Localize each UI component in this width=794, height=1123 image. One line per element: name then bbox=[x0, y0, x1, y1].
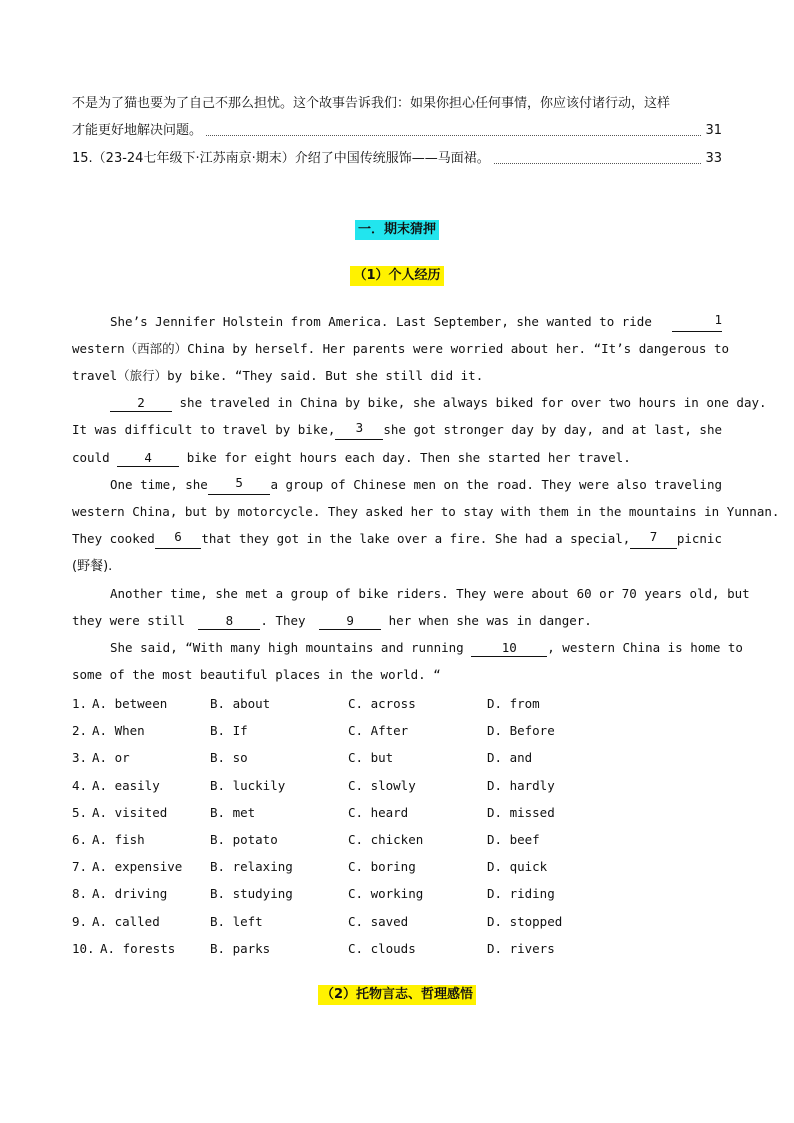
blank-1: 1 bbox=[672, 312, 722, 332]
passage-line bbox=[72, 339, 730, 359]
toc-entry-continued bbox=[72, 94, 722, 114]
option-d[interactable]: D. rivers bbox=[487, 941, 555, 956]
option-d[interactable]: D. missed bbox=[487, 805, 555, 820]
blank-10: 10 bbox=[471, 640, 547, 657]
option-c[interactable]: C. slowly bbox=[348, 778, 416, 793]
option-a[interactable]: A. driving bbox=[92, 886, 168, 901]
toc-page-number: 31 bbox=[705, 123, 722, 138]
passage-text: picnic bbox=[676, 531, 722, 546]
option-b[interactable]: B. so bbox=[210, 750, 248, 765]
passage-text: Another time, she met a group of bike riders. They were about 60 or 70 years old, but bbox=[110, 586, 750, 601]
passage-text: a group of Chinese men on the road. They were also traveling bbox=[270, 477, 722, 492]
passage-text: bike for eight hours each day. Then she started her travel. bbox=[186, 450, 631, 465]
option-a[interactable]: A. When bbox=[92, 723, 145, 738]
passage-line bbox=[72, 366, 722, 386]
option-d[interactable]: D. beef bbox=[487, 832, 540, 847]
blank-9: 9 bbox=[319, 613, 381, 630]
option-b[interactable]: B. studying bbox=[210, 886, 293, 901]
question-number: 4. bbox=[72, 778, 88, 793]
option-a[interactable]: A. fish bbox=[92, 832, 145, 847]
option-d[interactable]: D. quick bbox=[487, 859, 548, 874]
option-c[interactable]: C. heard bbox=[348, 805, 409, 820]
option-a[interactable]: A. visited bbox=[92, 805, 168, 820]
passage-text: they were still bbox=[72, 613, 185, 628]
question-number: 1. bbox=[72, 696, 88, 711]
blank-3: 3 bbox=[335, 420, 383, 440]
question-number: 3. bbox=[72, 750, 88, 765]
question-number: 6. bbox=[72, 832, 88, 847]
subsection-title: （1）个人经历 bbox=[350, 266, 443, 286]
passage-text: travel（旅行）by bike. “They said. But she still did it. bbox=[72, 368, 484, 383]
option-d[interactable]: D. from bbox=[487, 696, 540, 711]
passage-text: , western China is home to bbox=[547, 640, 743, 655]
passage-line bbox=[72, 448, 722, 468]
passage-text: . They bbox=[260, 613, 306, 628]
option-c[interactable]: C. chicken bbox=[348, 832, 424, 847]
passage-text: (野餐). bbox=[72, 559, 113, 574]
option-c[interactable]: C. After bbox=[348, 723, 409, 738]
passage-text: she traveled in China by bike, she always biked for over two hours in one day. bbox=[179, 395, 767, 410]
option-c[interactable]: C. saved bbox=[348, 914, 409, 929]
question-number: 2. bbox=[72, 723, 88, 738]
toc-entry[interactable] bbox=[72, 121, 722, 141]
subsection-title: （2）托物言志、哲理感悟 bbox=[318, 985, 476, 1005]
option-b[interactable]: B. about bbox=[210, 696, 271, 711]
passage-line bbox=[72, 611, 722, 631]
option-c[interactable]: C. boring bbox=[348, 859, 416, 874]
passage-text: She’s Jennifer Holstein from America. Last September, she wanted to ride bbox=[110, 314, 652, 329]
passage-line bbox=[72, 665, 722, 685]
option-d[interactable]: D. and bbox=[487, 750, 533, 765]
blank-2: 2 bbox=[110, 395, 172, 412]
option-b[interactable]: B. left bbox=[210, 914, 263, 929]
option-b[interactable]: B. potato bbox=[210, 832, 278, 847]
option-d[interactable]: D. Before bbox=[487, 723, 555, 738]
blank-5: 5 bbox=[208, 475, 271, 495]
option-d[interactable]: D. hardly bbox=[487, 778, 555, 793]
subsection-heading bbox=[0, 985, 794, 1005]
option-b[interactable]: B. parks bbox=[210, 941, 271, 956]
passage-text: western China, but by motorcycle. They asked her to stay with them in the mountains in Yunnan. bbox=[72, 504, 780, 519]
toc-entry-text: 才能更好地解决问题。 bbox=[72, 123, 203, 138]
blank-8: 8 bbox=[198, 613, 260, 630]
toc-entry-text: 15.（23-24七年级下·江苏南京·期末）介绍了中国传统服饰——马面裙。 bbox=[72, 151, 490, 166]
passage-text: that they got in the lake over a fire. She had a special, bbox=[201, 531, 631, 546]
option-c[interactable]: C. working bbox=[348, 886, 424, 901]
passage-text: It was difficult to travel by bike, bbox=[72, 422, 336, 437]
passage-line bbox=[72, 529, 722, 549]
passage-line bbox=[72, 556, 722, 576]
option-b[interactable]: B. luckily bbox=[210, 778, 286, 793]
option-b[interactable]: B. met bbox=[210, 805, 256, 820]
question-number: 10. bbox=[72, 941, 95, 956]
question-number: 5. bbox=[72, 805, 88, 820]
option-b[interactable]: B. relaxing bbox=[210, 859, 293, 874]
question-number: 8. bbox=[72, 886, 88, 901]
passage-line bbox=[72, 502, 780, 522]
option-d[interactable]: D. stopped bbox=[487, 914, 563, 929]
section-heading bbox=[0, 220, 794, 240]
section-title: 一．期末猜押 bbox=[355, 220, 439, 240]
passage-line bbox=[72, 638, 743, 658]
passage-text: she got stronger day by day, and at last, she bbox=[383, 422, 722, 437]
option-a[interactable]: A. between bbox=[92, 696, 168, 711]
passage-line bbox=[72, 312, 722, 332]
blank-4: 4 bbox=[117, 450, 179, 467]
question-number: 7. bbox=[72, 859, 88, 874]
passage-line bbox=[72, 584, 750, 604]
passage-text: western（西部的）China by herself. Her parents were worried about her. “It’s dangerous to bbox=[72, 341, 730, 356]
passage-text: her when she was in danger. bbox=[388, 613, 592, 628]
option-c[interactable]: C. clouds bbox=[348, 941, 416, 956]
option-a[interactable]: A. forests bbox=[100, 941, 176, 956]
passage-text: She said, “With many high mountains and running bbox=[110, 640, 464, 655]
toc-entry[interactable] bbox=[72, 149, 722, 169]
toc-leader-dots bbox=[206, 121, 701, 136]
option-a[interactable]: A. expensive bbox=[92, 859, 183, 874]
blank-7: 7 bbox=[630, 529, 677, 549]
blank-6: 6 bbox=[155, 529, 202, 549]
toc-leader-dots bbox=[494, 149, 702, 164]
passage-text: They cooked bbox=[72, 531, 155, 546]
passage-text: could bbox=[72, 450, 110, 465]
question-number: 9. bbox=[72, 914, 88, 929]
passage-text: One time, she bbox=[110, 477, 208, 492]
option-a[interactable]: A. or bbox=[92, 750, 130, 765]
option-a[interactable]: A. called bbox=[92, 914, 160, 929]
option-c[interactable]: C. across bbox=[348, 696, 416, 711]
passage-line bbox=[72, 393, 767, 413]
option-c[interactable]: C. but bbox=[348, 750, 394, 765]
option-d[interactable]: D. riding bbox=[487, 886, 555, 901]
passage-line bbox=[72, 475, 722, 495]
toc-page-number: 33 bbox=[705, 151, 722, 166]
passage-text: some of the most beautiful places in the world. “ bbox=[72, 667, 441, 682]
toc-entry-text: 不是为了猫也要为了自己不那么担忧。这个故事告诉我们：如果你担心任何事情，你应该付诸行动，这样 bbox=[72, 96, 671, 111]
subsection-heading bbox=[0, 266, 794, 286]
passage-line bbox=[72, 420, 722, 440]
option-a[interactable]: A. easily bbox=[92, 778, 160, 793]
option-b[interactable]: B. If bbox=[210, 723, 248, 738]
